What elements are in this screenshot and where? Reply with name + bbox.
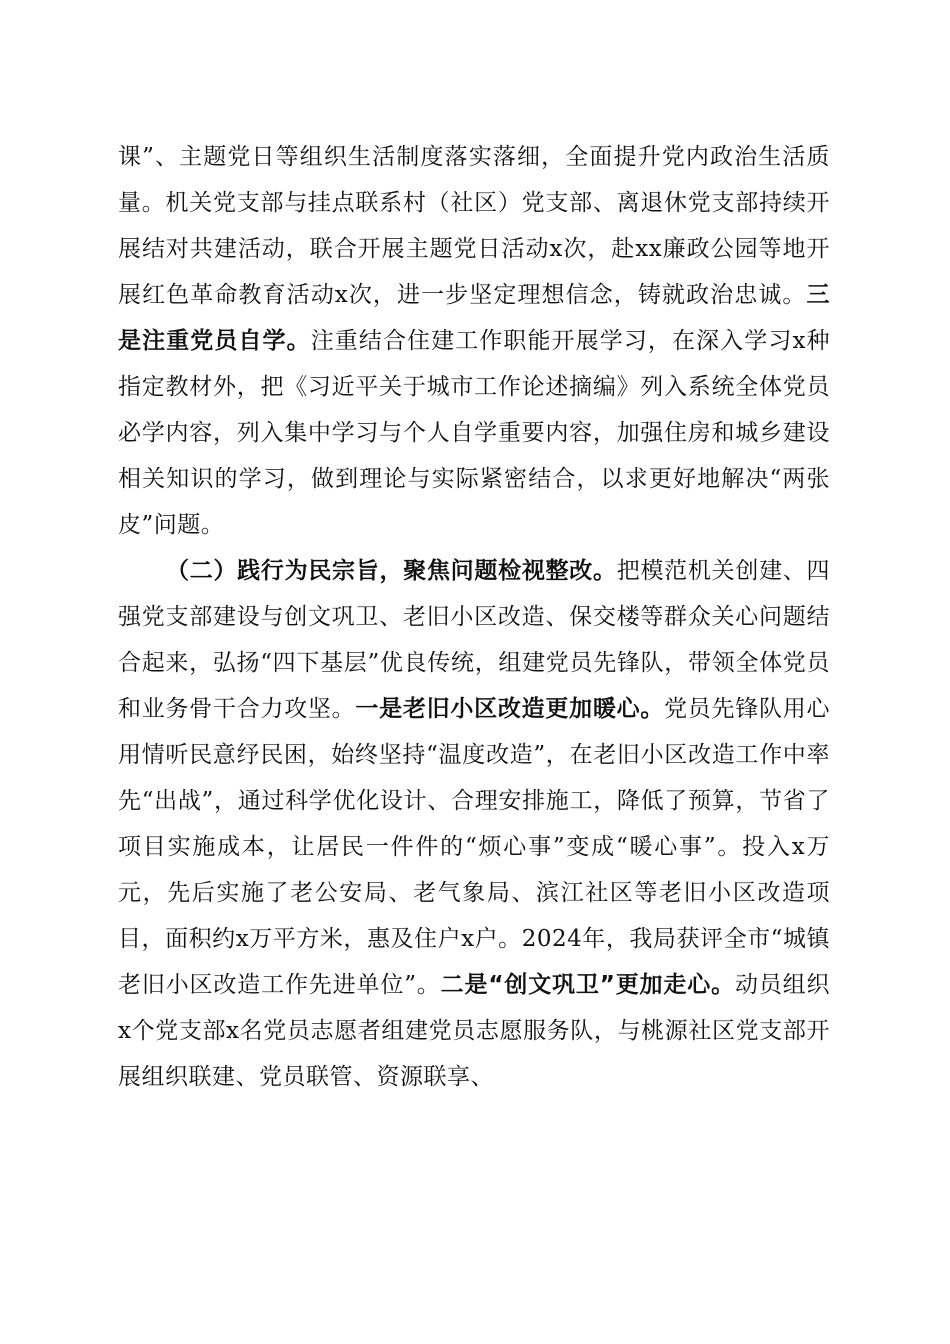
paragraph-party-study xyxy=(118,134,830,548)
body-text xyxy=(118,134,830,1100)
bold-subheading-self-study: 三是注重党员自学。 xyxy=(118,282,830,354)
bold-subheading-civilized-city: 二是“创文巩卫”更加走心。 xyxy=(440,972,735,998)
paragraph-text: 课”、主题党日等组织生活制度落实落细，全面提升党内政治生活质量。机关党支部与挂点联系村（社区）党支部、离退休党支部持续开展结对共建活动，联合开展主题党日活动x次，赴xx廉政公园等地开展红色革命教育活动x次，进一步坚定理想信念，铸就政治忠诚。 xyxy=(118,144,830,308)
paragraph-text: 动员组织x个党支部x名党员志愿者组建党员志愿服务队，与桃源社区党支部开展组织联建、党员联管、资源联享、 xyxy=(118,972,831,1090)
section-heading: （二）践行为民宗旨，聚焦问题检视整改。 xyxy=(166,558,617,584)
paragraph-serve-people xyxy=(118,548,830,1100)
paragraph-text: 党员先锋队用心用情听民意纾民困，始终坚持“温度改造”，在老旧小区改造工作中率先“出战”，通过科学优化设计、合理安排施工，降低了预算，节省了项目实施成本，让居民一件件的“烦心事”变成“暖心事”。投入x万元，先后实施了老公安局、老气象局、滨江社区等老旧小区改造项目，面积约x万平方米，惠及住户x户。2024年，我局获评全市“城镇老旧小区改造工作先进单位”。 xyxy=(118,696,831,998)
paragraph-text: 把模范机关创建、四强党支部建设与创文巩卫、老旧小区改造、保交楼等群众关心问题结合起来，弘扬“四下基层”优良传统，组建党员先锋队，带领全体党员和业务骨干合力攻坚。 xyxy=(118,558,831,722)
paragraph-text: 注重结合住建工作职能开展学习，在深入学习x种指定教材外，把《习近平关于城市工作论述摘编》列入系统全体党员必学内容，列入集中学习与个人自学重要内容，加强住房和城乡建设相关知识的学习，做到理论与实际紧密结合，以求更好地解决“两张皮”问题。 xyxy=(118,328,830,538)
bold-subheading-old-community: 一是老旧小区改造更加暖心。 xyxy=(355,696,665,722)
